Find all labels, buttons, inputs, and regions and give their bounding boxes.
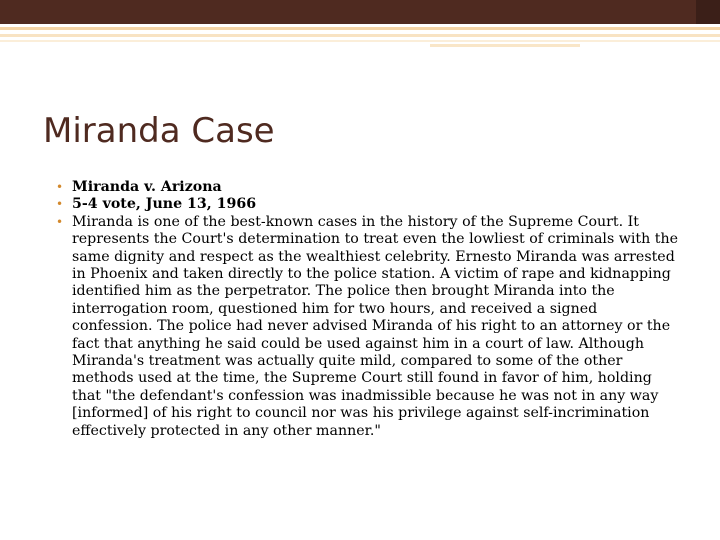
list-item-text: Miranda is one of the best-known cases in the history of the Supreme Court. It represents the Court's determination to treat even the lowliest of criminals with the same dignity and respect as the wealthiest celebrity. Ernesto Miranda was arrested in Phoenix and taken directly to the police station. A victim of rape and kidnapping identified him as the perpetrator. The police then brought Miranda into the interrogation room, questioned him for two hours, and received a signed confession. The police had never advised Miranda of his right to an attorney or the fact that anything he said could be used against him in a court of law. Although Miranda's treatment was actually quite mild, compared to some of the other methods used at the time, the Supreme Court still found in favor of him, holding that "the defendant's confession was inadmissible because he was not in any way [informed] of his right to council nor was his privilege against self-incrimination effectively protected in any other manner." (72, 213, 679, 439)
bullet-list (56, 179, 680, 440)
bullet-icon: • (56, 214, 64, 229)
decorative-stripe (0, 40, 720, 42)
bullet-icon: • (56, 197, 64, 212)
decorative-stripe (0, 27, 720, 30)
decorative-stripe (0, 34, 720, 37)
decorative-stripe (430, 44, 580, 47)
header-bar (0, 0, 696, 24)
header-bar-accent (696, 0, 720, 24)
list-item-text: Miranda v. Arizona (72, 179, 222, 195)
bullet-icon: • (56, 180, 64, 194)
list-item-text: 5-4 vote, June 13, 1966 (72, 196, 257, 213)
list-item (56, 214, 680, 440)
slide-title: Miranda Case (43, 111, 275, 151)
list-item (56, 179, 680, 196)
list-item (56, 196, 680, 213)
